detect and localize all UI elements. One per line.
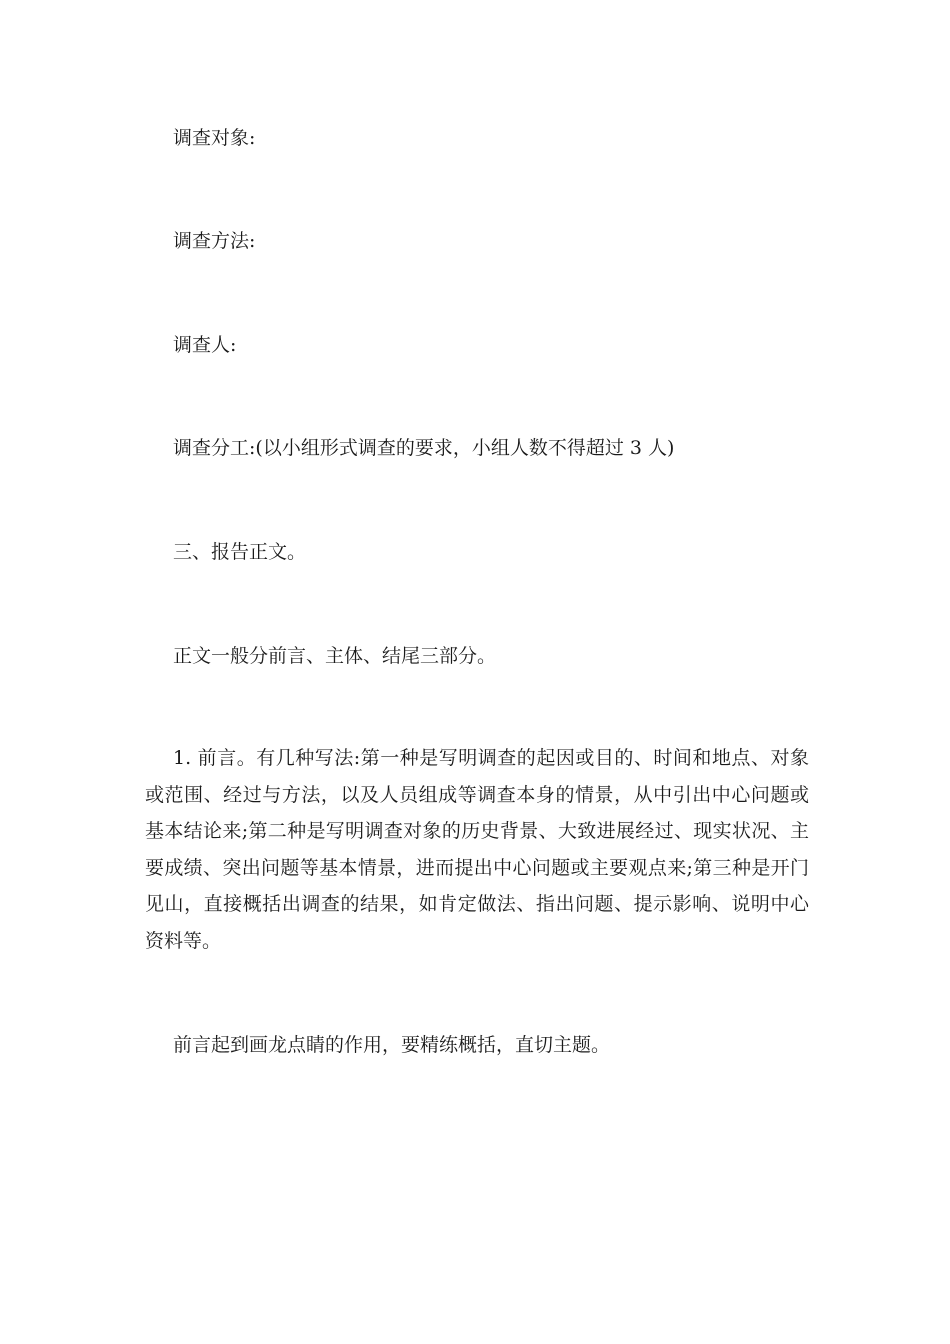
field-division-of-work: 调查分工:(以小组形式调查的要求，小组人数不得超过 3 人) — [173, 437, 675, 459]
field-survey-method: 调查方法: — [173, 230, 256, 252]
field-survey-subject: 调查对象: — [173, 127, 256, 149]
paragraph-preface-methods: 1. 前言。有几种写法:第一种是写明调查的起因或目的、时间和地点、对象或范围、经过与方法，以及人员组成等调查本身的情景，从中引出中心问题或基本结论来;第二种是写明调查对象的历史背景、大致进展经过、现实状况、主要成绩、突出问题等基本情景，进而提出中心问题或主要观点来;第三种是开门见山，直接概括出调查的结果，如肯定做法、指出问题、提示影响、说明中心资料等。 — [145, 747, 809, 952]
intro-sentence: 正文一般分前言、主体、结尾三部分。 — [173, 645, 497, 667]
section-heading: 三、报告正文。 — [173, 541, 307, 563]
field-surveyor: 调查人: — [173, 334, 237, 356]
paragraph-preface-role: 前言起到画龙点睛的作用，要精练概括，直切主题。 — [173, 1034, 611, 1056]
